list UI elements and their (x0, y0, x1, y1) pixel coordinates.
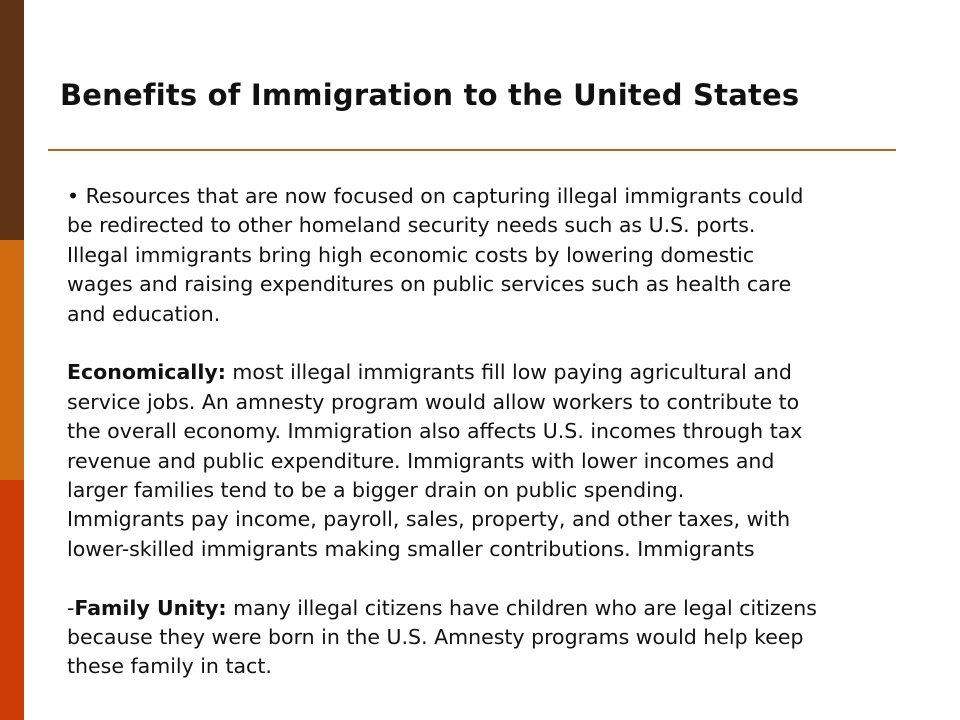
paragraph-line: lower-skilled immigrants making smaller contributions. Immigrants (67, 536, 755, 561)
paragraph-heading: Economically: (67, 360, 226, 385)
accent-bar-bottom (0, 480, 24, 720)
paragraph-line: -Family Unity: many illegal citizens have children who are legal citizens (67, 595, 817, 620)
paragraph-line: the overall economy. Immigration also affects U.S. incomes through tax (67, 419, 803, 444)
paragraph-line: these family in tact. (67, 654, 272, 679)
slide-body (67, 182, 952, 682)
paragraph-family-unity (67, 594, 952, 682)
paragraph-line: and education. (67, 301, 221, 326)
accent-bar-top (0, 0, 24, 240)
paragraph-line: wages and raising expenditures on public services such as health care (67, 272, 792, 297)
paragraph-line: service jobs. An amnesty program would allow workers to contribute to (67, 389, 800, 414)
paragraph-line: • Resources that are now focused on capturing illegal immigrants could (67, 184, 804, 208)
paragraph-line: be redirected to other homeland security needs such as U.S. ports. (67, 213, 756, 238)
paragraph-resources (67, 182, 952, 329)
slide-title: Benefits of Immigration to the United States (60, 78, 800, 112)
title-divider (48, 149, 896, 151)
paragraph-line: Economically: most illegal immigrants fill low paying agricultural and (67, 360, 792, 385)
paragraph-line: revenue and public expenditure. Immigrants with lower incomes and (67, 448, 775, 473)
accent-bar-middle (0, 240, 24, 480)
paragraph-economically (67, 358, 952, 564)
paragraph-line: Illegal immigrants bring high economic costs by lowering domestic (67, 242, 755, 267)
paragraph-heading: Family Unity: (74, 595, 227, 620)
paragraph-line: because they were born in the U.S. Amnesty programs would help keep (67, 625, 804, 650)
paragraph-line: Immigrants pay income, payroll, sales, property, and other taxes, with (67, 507, 791, 532)
bullet-icon: • (67, 184, 80, 208)
paragraph-line: larger families tend to be a bigger drain on public spending. (67, 478, 685, 503)
